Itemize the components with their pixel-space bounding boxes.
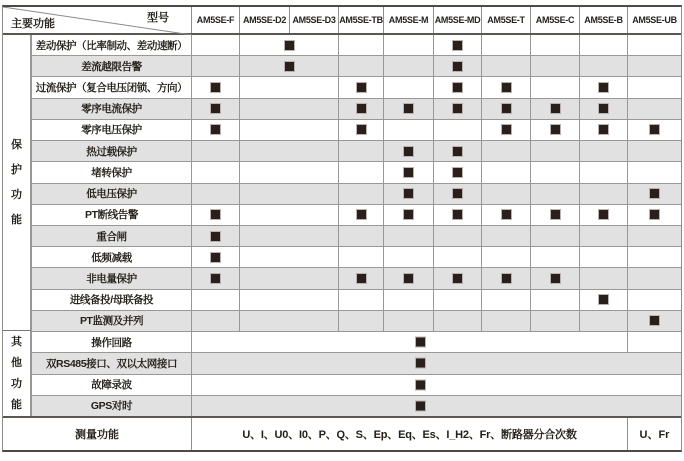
feature-cell: [384, 56, 434, 76]
feature-cell: [531, 99, 580, 119]
feature-mark-square: [453, 104, 462, 113]
feature-cell: [628, 77, 681, 97]
model-column-header: AM5SE-UB: [632, 15, 677, 25]
feature-cell: [192, 184, 240, 204]
measurement-row: [3, 416, 681, 450]
feature-cell: [434, 205, 482, 225]
feature-cell: [192, 353, 681, 373]
feature-mark-square: [502, 104, 511, 113]
feature-label: PT断线告警: [31, 205, 192, 225]
feature-cell: [240, 311, 339, 331]
feature-cell: [240, 141, 339, 161]
feature-cell: [531, 247, 580, 267]
feature-cell: [482, 56, 531, 76]
model-header-row: [3, 7, 681, 35]
feature-label: 进线备投/母联备投: [31, 290, 192, 310]
feature-cell: [628, 141, 681, 161]
feature-cell: [339, 184, 384, 204]
feature-cell: [580, 247, 628, 267]
feature-cell: [580, 35, 628, 55]
feature-mark-square: [285, 41, 294, 50]
feature-cell: [628, 311, 681, 331]
feature-cell: [339, 162, 384, 182]
feature-cell: [434, 141, 482, 161]
feature-cell: [384, 226, 434, 246]
measurement-label: 测量功能: [3, 418, 192, 450]
feature-cell: [384, 141, 434, 161]
feature-label: 零序电流保护: [31, 99, 192, 119]
feature-cell: [482, 120, 531, 140]
feature-cell: [384, 120, 434, 140]
model-column-header: AM5SE-B: [580, 7, 628, 33]
feature-cell: [482, 184, 531, 204]
feature-mark-square: [416, 401, 425, 410]
feature-cell: [482, 35, 531, 55]
feature-cell: [628, 56, 681, 76]
feature-label: 差动保护（比率制动、差动速断）: [31, 35, 192, 55]
feature-cell: [384, 268, 434, 288]
feature-cell: [531, 205, 580, 225]
feature-cell: [580, 268, 628, 288]
feature-cell: [240, 268, 339, 288]
feature-cell: [628, 290, 681, 310]
feature-cell: [482, 162, 531, 182]
feature-mark-square: [211, 83, 220, 92]
feature-mark-square: [404, 147, 413, 156]
feature-cell: [434, 35, 482, 55]
feature-cell: [531, 311, 580, 331]
feature-row: [3, 353, 681, 374]
feature-row: [3, 290, 681, 311]
feature-mark-square: [211, 104, 220, 113]
feature-mark-square: [599, 83, 608, 92]
feature-mark-square: [599, 210, 608, 219]
feature-cell: [192, 205, 240, 225]
feature-label: 故障录波: [31, 375, 192, 395]
feature-cell: [580, 77, 628, 97]
feature-label: PT监测及并列: [31, 311, 192, 331]
feature-cell: [384, 162, 434, 182]
feature-cell: [531, 141, 580, 161]
feature-cell: [192, 268, 240, 288]
group-char: 功: [11, 377, 22, 390]
feature-mark-square: [404, 189, 413, 198]
feature-cell: [192, 141, 240, 161]
feature-mark-square: [650, 210, 659, 219]
feature-cell: [580, 311, 628, 331]
feature-cell: [531, 120, 580, 140]
feature-cell: [384, 77, 434, 97]
feature-cell: [628, 247, 681, 267]
feature-cell: [240, 77, 339, 97]
feature-cell: [192, 56, 240, 76]
feature-cell: [531, 162, 580, 182]
feature-row: [3, 268, 681, 289]
group-char: 能: [11, 213, 22, 226]
feature-label: 重合闸: [31, 226, 192, 246]
feature-cell: [384, 205, 434, 225]
feature-label: 低电压保护: [31, 184, 192, 204]
feature-cell: [482, 247, 531, 267]
feature-cell: [628, 35, 681, 55]
group-char: 其: [11, 335, 22, 348]
model-column-header: AM5SE-MD: [434, 7, 482, 33]
feature-mark-square: [502, 210, 511, 219]
feature-cell: [482, 311, 531, 331]
feature-mark-square: [599, 104, 608, 113]
diagonal-header-cell: [3, 7, 192, 33]
measurement-values: U、I、U0、I0、P、Q、S、Ep、Eq、Es、I_H2、Fr、断路器分合次数: [192, 418, 628, 450]
feature-cell: [384, 290, 434, 310]
feature-cell: [482, 290, 531, 310]
feature-mark-square: [453, 62, 462, 71]
feature-mark-square: [404, 274, 413, 283]
feature-cell: [384, 35, 434, 55]
feature-cell: [434, 99, 482, 119]
feature-mark-square: [211, 274, 220, 283]
feature-mark-square: [357, 125, 366, 134]
feature-cell: [434, 226, 482, 246]
feature-mark-square: [650, 316, 659, 325]
feature-mark-square: [453, 274, 462, 283]
feature-cell: [531, 77, 580, 97]
feature-cell: [240, 226, 339, 246]
feature-cell: [384, 311, 434, 331]
feature-mark-square: [551, 104, 560, 113]
feature-label: 堵转保护: [31, 162, 192, 182]
feature-cell: [434, 311, 482, 331]
model-column-header: AM5SE-T: [482, 7, 531, 33]
feature-row: [3, 141, 681, 162]
feature-mark-square: [453, 189, 462, 198]
feature-cell: [339, 35, 384, 55]
feature-mark-square: [599, 295, 608, 304]
feature-cell: [339, 77, 384, 97]
feature-row: [3, 205, 681, 226]
feature-cell: [628, 184, 681, 204]
feature-mark-square: [211, 232, 220, 241]
feature-cell: [628, 226, 681, 246]
feature-mark-square: [650, 189, 659, 198]
feature-mark-square: [599, 125, 608, 134]
feature-cell: [580, 141, 628, 161]
feature-label: 差流越限告警: [31, 56, 192, 76]
model-column-header: AM5SE-M: [384, 7, 434, 33]
feature-cell: [192, 247, 240, 267]
feature-cell: [240, 56, 339, 76]
feature-label: 双RS485接口、双以太网接口: [31, 353, 192, 373]
feature-cell: [240, 99, 339, 119]
feature-label: 非电量保护: [31, 268, 192, 288]
feature-mark-square: [404, 104, 413, 113]
model-function-table: [2, 5, 682, 452]
feature-cell: [339, 311, 384, 331]
model-column-header: AM5SE-D3: [290, 7, 339, 33]
feature-row: [3, 99, 681, 120]
feature-cell: [531, 35, 580, 55]
feature-cell: [192, 290, 240, 310]
feature-cell: [339, 290, 384, 310]
feature-label: 低频减载: [31, 247, 192, 267]
feature-row: [3, 226, 681, 247]
feature-cell: [531, 184, 580, 204]
model-label: 型号: [147, 12, 169, 24]
feature-cell: [628, 332, 681, 352]
feature-cell: [531, 290, 580, 310]
feature-cell: [339, 226, 384, 246]
feature-cell: [434, 162, 482, 182]
feature-mark-square: [551, 210, 560, 219]
feature-mark-square: [453, 168, 462, 177]
feature-mark-square: [416, 380, 425, 389]
feature-cell: [482, 141, 531, 161]
feature-mark-square: [211, 253, 220, 262]
main-function-label: 主要功能: [11, 18, 55, 30]
feature-mark-square: [453, 41, 462, 50]
feature-cell: [192, 77, 240, 97]
group-char: 护: [11, 163, 22, 176]
feature-cell: [434, 247, 482, 267]
feature-cell: [434, 268, 482, 288]
feature-mark-square: [453, 147, 462, 156]
feature-cell: [339, 56, 384, 76]
feature-cell: [580, 162, 628, 182]
feature-cell: [384, 247, 434, 267]
feature-mark-square: [502, 125, 511, 134]
feature-cell: [580, 99, 628, 119]
group-char: 能: [11, 398, 22, 411]
feature-row: [3, 332, 681, 353]
measurement-values-ub: U、Fr: [639, 429, 670, 441]
feature-mark-square: [551, 125, 560, 134]
group-label-protection: [3, 35, 31, 331]
feature-cell: [434, 56, 482, 76]
feature-cell: [580, 205, 628, 225]
feature-mark-square: [453, 210, 462, 219]
feature-cell: [580, 226, 628, 246]
feature-mark-square: [357, 274, 366, 283]
feature-cell: [434, 184, 482, 204]
model-column-header: AM5SE-F: [192, 7, 240, 33]
feature-cell: [531, 268, 580, 288]
feature-cell: [192, 332, 628, 352]
feature-cell: [531, 56, 580, 76]
feature-cell: [240, 162, 339, 182]
feature-label: 过流保护（复合电压闭锁、方向）: [31, 77, 192, 97]
feature-row: [3, 184, 681, 205]
feature-mark-square: [211, 125, 220, 134]
feature-row: [3, 311, 681, 332]
feature-cell: [192, 99, 240, 119]
feature-cell: [339, 268, 384, 288]
feature-cell: [192, 311, 240, 331]
feature-cell: [482, 99, 531, 119]
model-column-header: AM5SE-TB: [339, 7, 384, 33]
feature-mark-square: [357, 210, 366, 219]
feature-label: 热过载保护: [31, 141, 192, 161]
feature-row: [3, 56, 681, 77]
feature-mark-square: [416, 338, 425, 347]
feature-mark-square: [357, 83, 366, 92]
feature-cell: [384, 184, 434, 204]
feature-cell: [434, 120, 482, 140]
feature-cell: [580, 120, 628, 140]
feature-label: GPS对时: [31, 396, 192, 416]
feature-label: 零序电压保护: [31, 120, 192, 140]
feature-row: [3, 162, 681, 183]
feature-cell: [384, 99, 434, 119]
feature-cell: [434, 77, 482, 97]
feature-cell: [482, 205, 531, 225]
group-label-other: [3, 331, 31, 416]
feature-row: [3, 247, 681, 268]
feature-cell: [240, 247, 339, 267]
feature-mark-square: [453, 83, 462, 92]
group-char: 保: [11, 138, 22, 151]
feature-mark-square: [285, 62, 294, 71]
feature-cell: [628, 268, 681, 288]
feature-mark-square: [404, 210, 413, 219]
feature-mark-square: [502, 83, 511, 92]
feature-cell: [192, 162, 240, 182]
feature-cell: [339, 99, 384, 119]
feature-cell: [482, 226, 531, 246]
feature-cell: [482, 77, 531, 97]
feature-cell: [628, 162, 681, 182]
feature-cell: [192, 396, 681, 416]
feature-row: [3, 120, 681, 141]
feature-cell: [580, 290, 628, 310]
feature-cell: [434, 290, 482, 310]
model-column-header: AM5SE-D2: [240, 7, 290, 33]
feature-cell: [240, 205, 339, 225]
feature-mark-square: [211, 210, 220, 219]
feature-cell: [580, 56, 628, 76]
feature-cell: [240, 120, 339, 140]
feature-cell: [192, 226, 240, 246]
feature-cell: [482, 268, 531, 288]
feature-row: [3, 35, 681, 56]
feature-cell: [192, 120, 240, 140]
feature-cell: [240, 290, 339, 310]
feature-cell: [192, 375, 681, 395]
feature-mark-square: [416, 359, 425, 368]
feature-cell: [240, 35, 339, 55]
model-column-header: AM5SE-C: [531, 7, 580, 33]
feature-cell: [240, 184, 339, 204]
feature-mark-square: [551, 274, 560, 283]
group-char: 功: [11, 188, 22, 201]
feature-cell: [531, 226, 580, 246]
feature-row: [3, 396, 681, 416]
feature-cell: [339, 120, 384, 140]
feature-rows-body: [3, 35, 681, 416]
feature-mark-square: [650, 125, 659, 134]
feature-cell: [339, 141, 384, 161]
feature-mark-square: [502, 274, 511, 283]
feature-mark-square: [404, 168, 413, 177]
feature-label: 操作回路: [31, 332, 192, 352]
group-char: 他: [11, 356, 22, 369]
feature-cell: [580, 184, 628, 204]
feature-mark-square: [357, 104, 366, 113]
feature-row: [3, 77, 681, 98]
feature-cell: [192, 35, 240, 55]
feature-cell: [339, 205, 384, 225]
feature-cell: [628, 205, 681, 225]
feature-cell: [339, 247, 384, 267]
feature-row: [3, 375, 681, 396]
feature-cell: [628, 99, 681, 119]
feature-cell: [628, 120, 681, 140]
